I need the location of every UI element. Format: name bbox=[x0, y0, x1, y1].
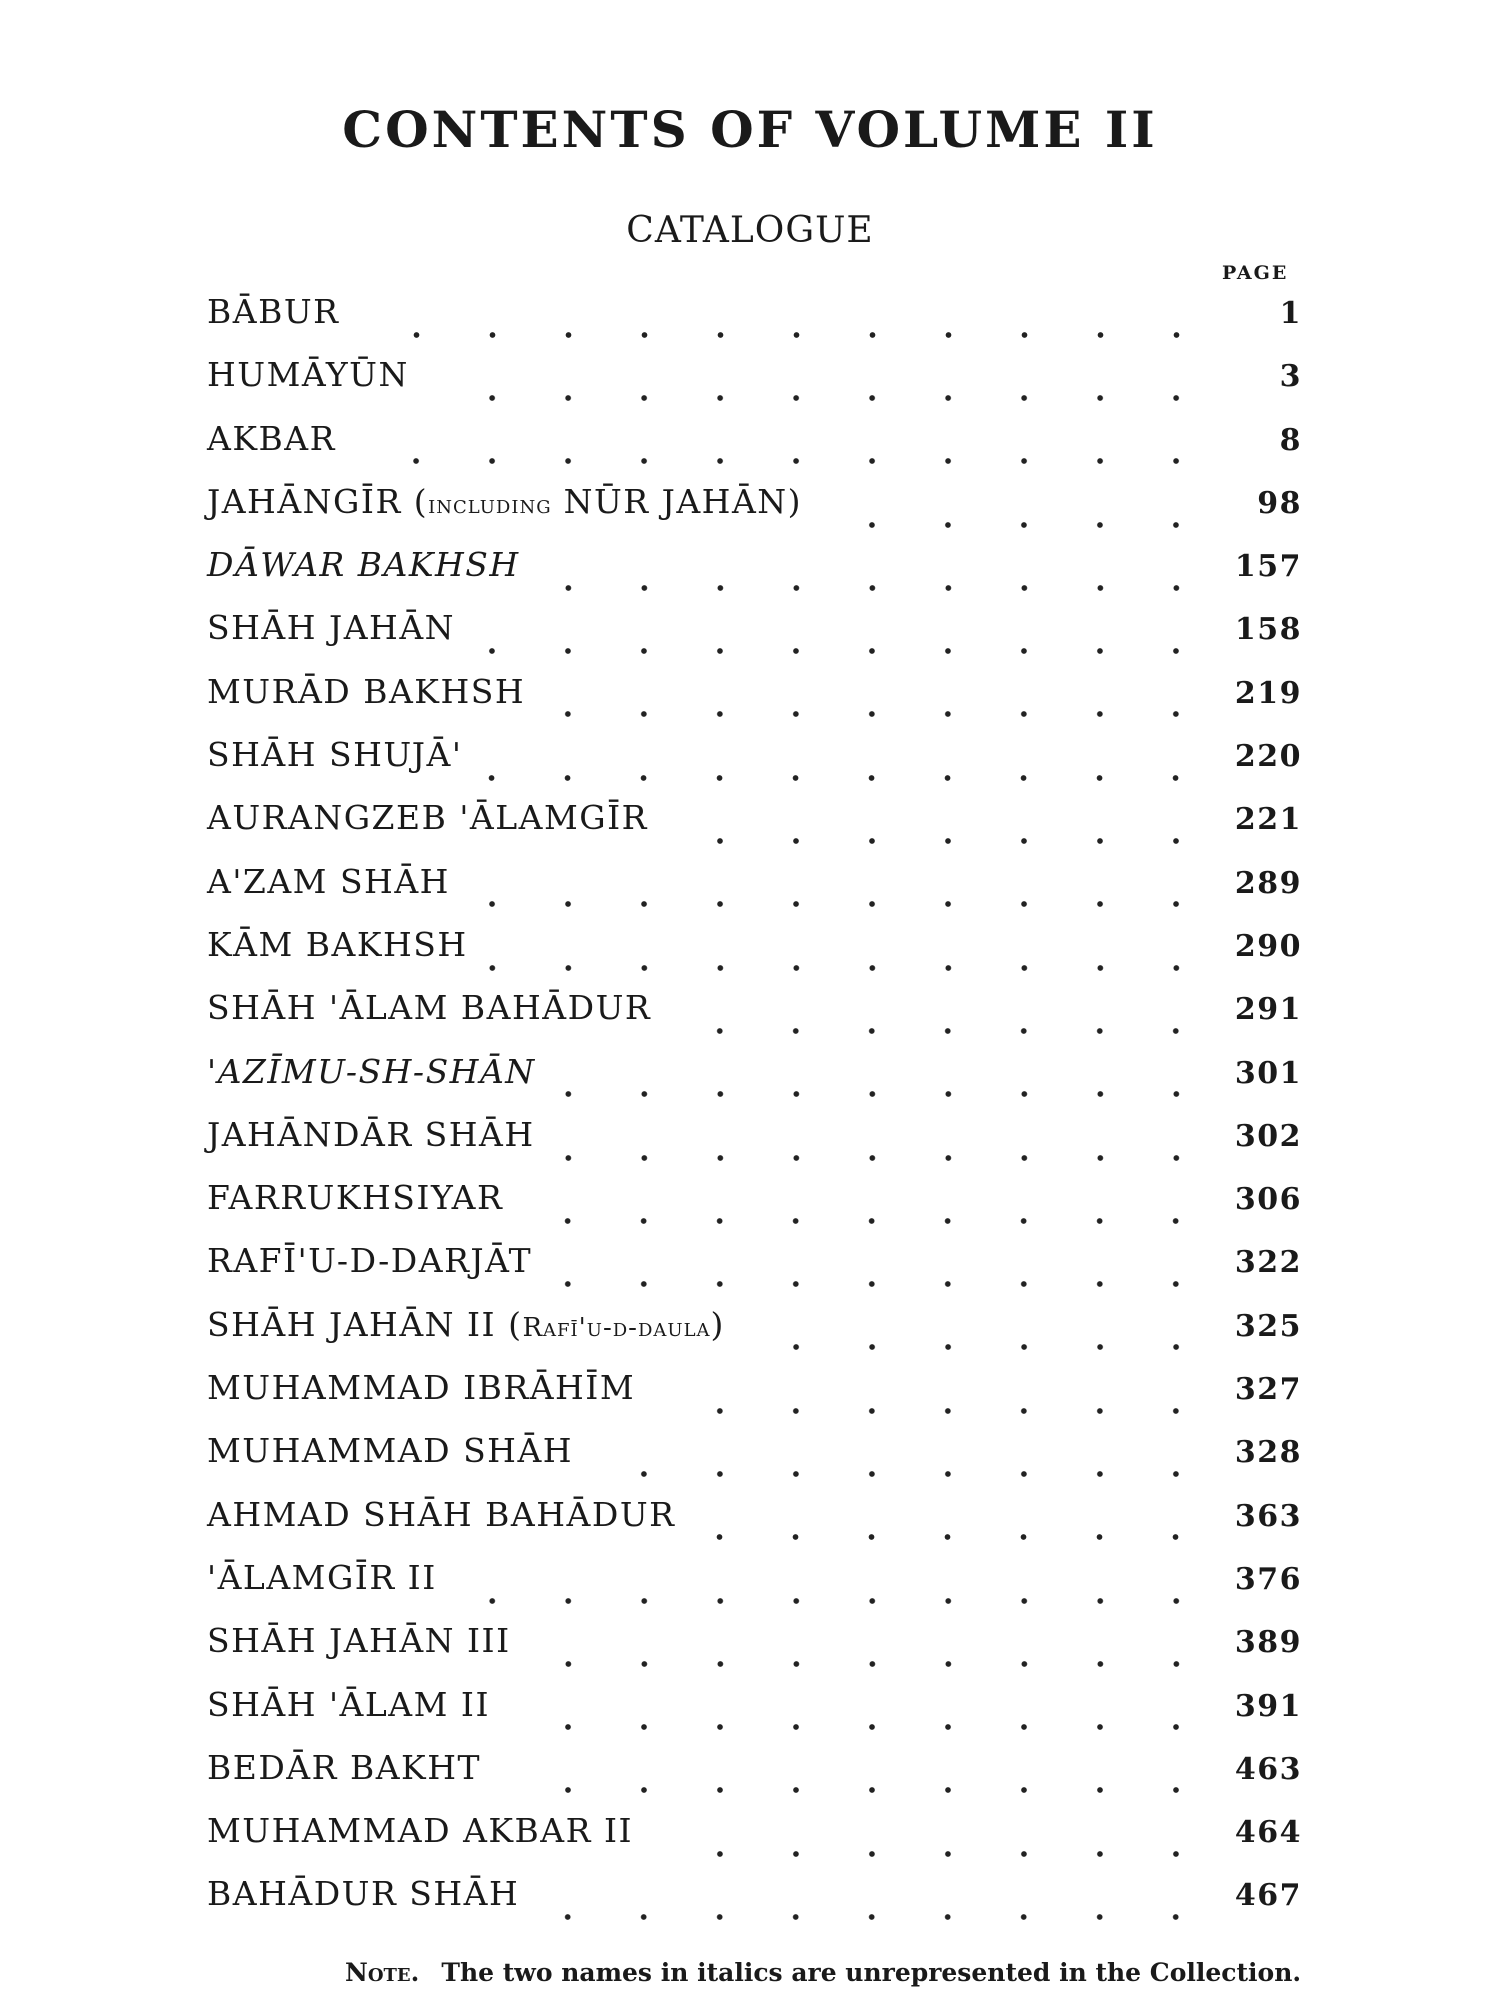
entry-page-number: 376 bbox=[1234, 1561, 1302, 1597]
dot-leader bbox=[666, 836, 1214, 846]
dot-leader bbox=[651, 1849, 1214, 1859]
entry-page-number: 8 bbox=[1279, 422, 1302, 458]
entry-page-number: 158 bbox=[1234, 612, 1302, 648]
dot-leader bbox=[455, 1596, 1214, 1606]
dot-leader bbox=[553, 1153, 1214, 1163]
contents-entry bbox=[207, 1685, 1302, 1748]
entry-page-number: 157 bbox=[1234, 549, 1302, 585]
entry-name-text: SHĀH SHUJĀ' bbox=[207, 735, 463, 775]
contents-entry bbox=[207, 1431, 1302, 1494]
entry-name bbox=[207, 1495, 675, 1534]
dot-leader bbox=[354, 456, 1214, 466]
entry-name-text: DĀWAR BAKHSH bbox=[207, 545, 520, 585]
entry-page-number: 306 bbox=[1234, 1182, 1302, 1218]
entry-page-number: 464 bbox=[1234, 1815, 1302, 1851]
dot-leader bbox=[468, 899, 1214, 909]
entry-page-number: 463 bbox=[1234, 1751, 1302, 1787]
dot-leader bbox=[554, 1089, 1214, 1099]
entry-name bbox=[207, 1874, 519, 1913]
page-column-header: PAGE bbox=[1222, 262, 1289, 284]
entry-name-text: SHĀH JAHĀN III bbox=[207, 1621, 511, 1661]
contents-entry bbox=[207, 1178, 1302, 1241]
contents-entry bbox=[207, 482, 1302, 545]
entry-name bbox=[207, 1558, 437, 1597]
contents-entry bbox=[207, 1811, 1302, 1874]
entry-page-number: 98 bbox=[1257, 485, 1302, 521]
entry-name bbox=[207, 1621, 511, 1660]
entry-name bbox=[207, 1368, 635, 1407]
entry-page-number: 301 bbox=[1234, 1055, 1302, 1091]
entry-page-number: 322 bbox=[1234, 1245, 1302, 1281]
footnote-label: Note. bbox=[345, 1958, 420, 1987]
dot-leader bbox=[669, 1026, 1214, 1036]
entry-name bbox=[207, 862, 450, 901]
contents-entry bbox=[207, 798, 1302, 861]
entry-name-text: BĀBUR bbox=[207, 292, 340, 331]
entry-name-text: MURĀD BAKHSH bbox=[207, 671, 526, 711]
entry-name bbox=[207, 419, 336, 458]
contents-entry bbox=[207, 735, 1302, 798]
footnote bbox=[345, 1958, 1301, 1987]
dot-leader bbox=[529, 1659, 1214, 1669]
entry-page-number: 391 bbox=[1234, 1688, 1302, 1724]
entry-name-text: SHĀH 'ĀLAM BAHĀDUR bbox=[207, 988, 652, 1028]
contents-entry bbox=[207, 419, 1302, 482]
section-heading: CATALOGUE bbox=[626, 210, 874, 251]
entry-page-number: 291 bbox=[1234, 992, 1302, 1028]
contents-entry bbox=[207, 1052, 1302, 1115]
entry-name-text: MUHAMMAD IBRĀHĪM bbox=[207, 1368, 636, 1408]
contents-entry bbox=[207, 862, 1302, 925]
contents-entry bbox=[207, 1495, 1302, 1558]
dot-leader bbox=[743, 1342, 1214, 1352]
entry-page-number: 289 bbox=[1234, 865, 1302, 901]
entry-page-number: 3 bbox=[1279, 359, 1302, 395]
entry-name bbox=[207, 292, 340, 331]
dot-leader bbox=[508, 1722, 1214, 1732]
contents-entry bbox=[207, 988, 1302, 1051]
entry-page-number: 290 bbox=[1234, 928, 1302, 964]
contents-entry bbox=[207, 1621, 1302, 1684]
entry-name bbox=[207, 1685, 490, 1724]
dot-leader bbox=[550, 1279, 1214, 1289]
entry-name bbox=[207, 1052, 536, 1091]
contents-entry bbox=[207, 608, 1302, 671]
dot-leader bbox=[820, 520, 1214, 530]
contents-entry bbox=[207, 1748, 1302, 1811]
entry-page-number: 325 bbox=[1234, 1308, 1302, 1344]
contents-entry bbox=[207, 1874, 1302, 1937]
entry-name-text: AHMAD SHĀH BAHĀDUR bbox=[207, 1494, 676, 1534]
contents-entry bbox=[207, 1368, 1302, 1431]
entry-qualifier: Rafī'u-d-daula bbox=[522, 1312, 711, 1343]
entry-name-text: JAHĀNDĀR SHĀH bbox=[207, 1114, 535, 1154]
entry-page-number: 363 bbox=[1234, 1498, 1302, 1534]
entry-name-text: FARRUKHSIYAR bbox=[207, 1178, 504, 1218]
entry-page-number: 302 bbox=[1234, 1118, 1302, 1154]
entry-name-text: 'AZĪMU-SH-SHĀN bbox=[207, 1051, 536, 1091]
entry-name-text: RAFĪ'U-D-DARJĀT bbox=[207, 1241, 533, 1281]
entry-name-text: A'ZAM SHĀH bbox=[207, 861, 450, 901]
entry-name bbox=[207, 1305, 725, 1344]
entry-name bbox=[207, 672, 525, 711]
entry-name-text: BEDĀR BAKHT bbox=[207, 1747, 481, 1787]
dot-leader bbox=[473, 646, 1214, 656]
entry-name bbox=[207, 545, 520, 584]
dot-leader bbox=[537, 1912, 1214, 1922]
entry-page-number: 328 bbox=[1234, 1435, 1302, 1471]
dot-leader bbox=[543, 709, 1214, 719]
entry-name bbox=[207, 1115, 535, 1154]
entry-name bbox=[207, 1748, 481, 1787]
entry-name-text: 'ĀLAMGĪR II bbox=[207, 1557, 437, 1597]
entry-name bbox=[207, 925, 468, 964]
entry-name-text: SHĀH JAHĀN bbox=[207, 608, 456, 648]
entry-qualifier: including bbox=[428, 489, 552, 520]
entry-name-suffix: NŪR JAHĀN) bbox=[551, 481, 803, 521]
contents-entry bbox=[207, 355, 1302, 418]
dot-leader bbox=[693, 1532, 1214, 1542]
entry-name bbox=[207, 735, 462, 774]
entry-page-number: 221 bbox=[1234, 802, 1302, 838]
entry-name-text: KĀM BAKHSH bbox=[207, 924, 468, 964]
entry-name-text: SHĀH 'ĀLAM II bbox=[207, 1684, 490, 1724]
entry-name-text: BAHĀDUR SHĀH bbox=[207, 1874, 520, 1914]
entry-name-suffix: ) bbox=[710, 1304, 725, 1344]
contents-entry bbox=[207, 1241, 1302, 1304]
contents-entry bbox=[207, 1558, 1302, 1621]
dot-leader bbox=[427, 393, 1214, 403]
entry-name-text: JAHĀNGĪR ( bbox=[207, 481, 429, 521]
entry-name bbox=[207, 608, 455, 647]
entry-name-text: MUHAMMAD AKBAR II bbox=[207, 1811, 634, 1851]
entry-name-text: AKBAR bbox=[207, 418, 336, 458]
entry-page-number: 327 bbox=[1234, 1372, 1302, 1408]
dot-leader bbox=[486, 963, 1214, 973]
entry-name bbox=[207, 1811, 633, 1850]
entry-page-number: 389 bbox=[1234, 1625, 1302, 1661]
contents-entry bbox=[207, 925, 1302, 988]
page-title: CONTENTS OF VOLUME II bbox=[342, 100, 1158, 159]
entry-name bbox=[207, 988, 651, 1027]
entry-name-text: AURANGZEB 'ĀLAMGĪR bbox=[207, 798, 648, 838]
entry-name bbox=[207, 355, 409, 394]
contents-list bbox=[207, 292, 1302, 1938]
entry-page-number: 219 bbox=[1234, 675, 1302, 711]
entry-name bbox=[207, 1431, 573, 1470]
dot-leader bbox=[358, 330, 1215, 340]
dot-leader bbox=[499, 1785, 1214, 1795]
entry-name-text: SHĀH JAHĀN II ( bbox=[207, 1304, 523, 1344]
dot-leader bbox=[538, 583, 1214, 593]
dot-leader bbox=[521, 1216, 1214, 1226]
entry-name-text: MUHAMMAD SHĀH bbox=[207, 1431, 574, 1471]
entry-name bbox=[207, 798, 648, 837]
entry-page-number: 1 bbox=[1279, 296, 1302, 331]
entry-page-number: 220 bbox=[1234, 739, 1302, 775]
entry-name bbox=[207, 1178, 503, 1217]
dot-leader bbox=[653, 1406, 1214, 1416]
entry-name-text: HUMĀYŪN bbox=[207, 355, 409, 395]
footnote-text: The two names in italics are unrepresented in the Collection. bbox=[441, 1958, 1302, 1987]
dot-leader bbox=[591, 1469, 1214, 1479]
entry-name bbox=[207, 482, 802, 521]
entry-name bbox=[207, 1241, 532, 1280]
contents-entry bbox=[207, 545, 1302, 608]
dot-leader bbox=[480, 773, 1214, 783]
contents-entry bbox=[207, 1115, 1302, 1178]
contents-entry bbox=[207, 672, 1302, 735]
contents-entry bbox=[207, 292, 1302, 355]
contents-entry bbox=[207, 1305, 1302, 1368]
entry-page-number: 467 bbox=[1234, 1878, 1302, 1914]
